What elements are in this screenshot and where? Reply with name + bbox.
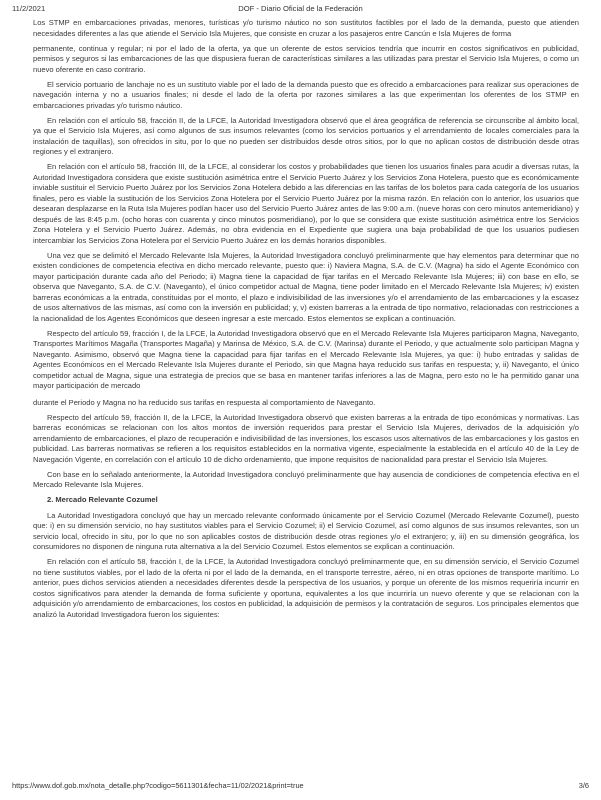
paragraph-market-isla-mujeres: Una vez que se delimitó el Mercado Relevante Isla Mujeres, la Autoridad Investigadora concluyó preliminarmente que hay elementos para determinar que no existen condiciones de competencia efectiva en dicho mercado relevante, puesto que: i) Naviera Magna, S.A. de C.V. (Magna) ha sido el Agente Económico con mayor participación durante cada año del Periodo; ii) Magna tiene la capacidad de fijar tarifas en el Mercado Relevante Isla Mujeres; iii) con base en ello, se observa que Naveganto, S.A. de C.V. (Naveganto), el único competidor actual de Magna, tiene poder limitado en el Mercado Relevante Isla Mujeres; iv) existen barreras económicas a la entrada, constituidas por el monto, el plazo e indivisibilidad de las inversiones y/o el arrendamiento de las embarcaciones y la escasez de usos alternativos de las mismas, así como con la inversión en publicidad; y, v) existen barreras a la entrada de tipo normativo, relacionadas con restricciones a la nacionalidad de los Agentes Económicos que deseen ingresar a este mercado. Estos elementos se explican a continuación. [33, 250, 579, 323]
paragraph-conclusion-isla-mujeres: Con base en lo señalado anteriormente, la Autoridad Investigadora concluyó preliminarmente que hay ausencia de condiciones de competencia efectiva en el Mercado Relevante Isla Mujeres. [33, 469, 579, 489]
paragraph-lanchaje: El servicio portuario de lanchaje no es un sustituto viable por el lado de la demanda puesto que es ofrecido a embarcaciones para realizar sus operaciones de navegación interna y no a usuarios finales; ni desde el lado de la oferta por razones similares a las que experimentan los oferentes de los STMP en embarcaciones privadas y/o turismo náutico. [33, 79, 579, 110]
paragraph-stmp-offer: permanente, continua y regular; ni por el lado de la oferta, ya que un oferente de estos servicios tendría que incurrir en costos significativos en publicidad, permisos y seguros si las embarcaciones de las que dispusiera fueran de características similares a las utilizadas para prestar el Servicio Isla Mujeres, o como un nuevo oferente en caso contrario. [33, 43, 579, 74]
paragraph-stmp-demand: Los STMP en embarcaciones privadas, menores, turísticas y/o turismo náutico no son sustitutos factibles por el lado de la demanda, puesto que atienden necesidades diferentes a las que atiende el Servicio Isla Mujeres, que consiste en cruzar a los pasajeros entre Cancún e Isla Mujeres de forma [33, 18, 579, 38]
paragraph-art59-fi: Respecto del artículo 59, fracción I, de la LFCE, la Autoridad Investigadora observó que en el Mercado Relevante Isla Mujeres participaron Magna, Naveganto, Transportes Marítimos Magaña (Transportes Magaña) y Marinsa de México, S.A. de C.V. (Marinsa) durante el Periodo, y que actualmente solo participan Magna y Naveganto. Asimismo, observó que Magna tiene la capacidad para fijar tarifas en el Mercado Relevante Isla Mujeres, ya que: i) hubo entradas y salidas de Agentes Económicos en el Mercado Relevante Isla Mujeres durante el Periodo, sin que Magna haya reducido sus tarifas en respuesta; y, ii) Naveganto, el único competidor actual de Magna, sigue una estrategia de precios que se basa en mantener tarifas inferiores a las de Magna, pero esto no le ha permitido ganar una mayor participación de mercado [33, 328, 579, 390]
paragraph-art58-fiii: En relación con el artículo 58, fracción III, de la LFCE, al considerar los costos y probabilidades que tienen los usuarios finales para acudir a diversas rutas, la Autoridad Investigadora considera que existe sustitución asimétrica entre el Servicio Puerto Juárez y los Servicios Zona Hotelera, puesto que es económicamente inviable sustituir el Servicio Puerto Juárez por los Servicios Zona Hotelera debido a las diferencias en las tarifas de los boletos para cada categoría de los usuarios finales, pero es viable la sustitución de los Servicios Zona Hotelera por el Servicio Puerto Juárez por la misma razón. En relación con lo anterior, los usuarios que desearan desplazarse en la Ruta Isla Mujeres podían hacer uso del Servicio Puerto Juárez antes de las 9:00 a.m. (nueve horas con cero minutos antemeridiano) y después de las 8:45 p.m. (ocho horas con cuarenta y cinco minutos posmeridiano), por lo que se considera que existe sustitución asimétrica entre los Servicios Zona Hotelera y el Servicio Puerto Juárez. Además, no obra evidencia en el Expediente que sugiera una baja probabilidad de que los usuarios pudiesen intercambiar los Servicios Zona Hotelera por el Servicio Puerto Juárez en los demás horarios disponibles. [33, 162, 579, 245]
page-number: 3/6 [578, 781, 589, 790]
paragraph-art58-fii: En relación con el artículo 58, fracción II, de la LFCE, la Autoridad Investigadora observó que el área geográfica de referencia se circunscribe al ámbito local, ya que el Servicio Isla Mujeres, así como algunos de sus insumos relevantes (como los servicios portuarios y el arrendamiento de locales comerciales para la instalación de taquillas), son ofrecidos in situ, por lo que no pueden ser distribuidos desde otros sitios, por lo que no aplican costos de distribución desde otras regiones y el extranjero. [33, 115, 579, 156]
section-title-cozumel: 2. Mercado Relevante Cozumel [47, 495, 158, 504]
footer-url-link[interactable]: https://www.dof.gob.mx/nota_detalle.php?codigo=5611301&fecha=11/02/2021&print=true [12, 781, 304, 790]
page-header-title: DOF - Diario Oficial de la Federación [238, 4, 363, 13]
paragraph-art58-fi-cozumel: En relación con el artículo 58, fracción I, de la LFCE, la Autoridad Investigadora concluyó preliminarmente que, en su dimensión servicio, el Servicio Cozumel no tiene sustitutos viables, por el lado de la oferta ni por el lado de la demanda, en el transporte terrestre, aéreo, ni en otras opciones de transporte marítimo. Lo anterior, pues dichos servicios atienden a necesidades diferentes desde la perspectiva de los usuarios, y porque un oferente de los mismos requeriría incurrir en costos significativos para atender la demanda de forma suficiente y oportuna, equivalentes a los que incurriría un nuevo oferente y que se relacionan con la adquisición y/o arrendamiento de embarcaciones, los costos en publicidad, la adquisición de permisos y la contratación de seguros. Los principales elementos que analizó la Autoridad Investigadora fueron los siguientes: [33, 557, 579, 619]
print-date: 11/2/2021 [12, 4, 46, 13]
paragraph-art59-fi-cont: durante el Periodo y Magna no ha reducido sus tarifas en respuesta al comportamiento de Naveganto. [33, 397, 376, 407]
paragraph-market-cozumel: La Autoridad Investigadora concluyó que hay un mercado relevante conformado únicamente por el Servicio Cozumel (Mercado Relevante Cozumel), puesto que: i) en su dimensión servicio, no hay sustitutos viables para el Servicio Cozumel; ii) el Servicio Cozumel, así como algunos de sus insumos relevantes, son un servicio local, ofrecido in situ, por lo que no son aplicables costos de distribución desde otras regiones y/o el extranjero; y, iii) en su dimensión geográfica, los consumidores no disponen de ninguna ruta alternativa a la del Servicio Cozumel. Estos elementos se explican a continuación. [33, 510, 579, 551]
document-body [33, 18, 579, 625]
paragraph-art59-fii: Respecto del artículo 59, fracción II, de la LFCE, la Autoridad Investigadora observó que existen barreras a la entrada de tipo económicas y normativas. Las barreras económicas se relacionan con los altos montos de inversión requeridos para prestar el Servicio Isla Mujeres, derivados de la adquisición y/o arrendamiento de embarcaciones, el plazo de recuperación e indivisibilidad de las inversiones, los escasos usos alternativos de las embarcaciones y los gastos en publicidad. Las barreras normativas se refieren a los requisitos establecidos en la normativa vigente, especialmente la establecida en el artículo 40 de la Ley de Navegación Vigente, en correlación con el artículo 10 de dicho ordenamiento, que impone requisitos de nacionalidad para prestar el Servicio Isla Mujeres. [33, 412, 579, 464]
